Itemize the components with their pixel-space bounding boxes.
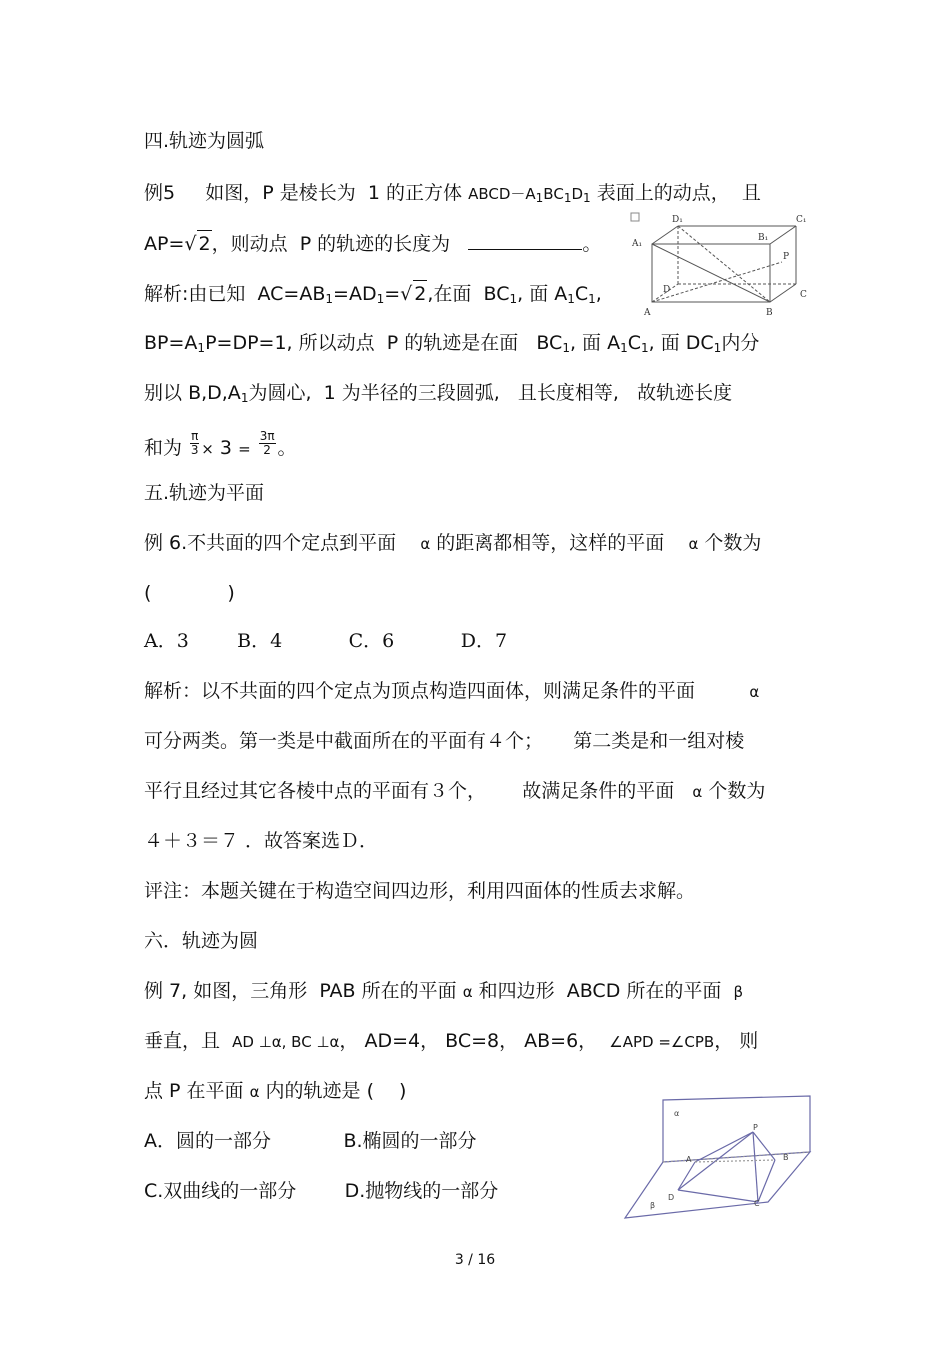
ex6-option-b: B．4 [237,630,283,652]
ex6-solution-line3: 平行且经过其它各棱中点的平面有３个， 故满足条件的平面 α 个数为 [144,780,766,802]
label-P: P [783,252,790,262]
ex5-solution-line1: 解析:由已知 $AC=AB_1=AD_1=√$ 2,在面 $BC_1$, 面 $A_1C_1$, [144,280,602,312]
ex6-solution-line2: 可分两类。第一类是中截面所在的平面有４个； 第二类是和一组对棱 [144,730,745,752]
ex7-options-row2 [144,1178,498,1204]
fraction-3pi-over-2: $\frac{3\pi}{2}$ [259,429,275,457]
ex6-option-d: D．7 [460,630,508,652]
answer-blank [468,231,582,250]
ex7-line2: 垂直，且 AD ⊥α, BC ⊥α， AD=4， BC=8， AB=6， ∠APD =∠CPB， 则 [144,1030,759,1052]
label-beta: β [650,1201,656,1210]
planes-figure [620,1092,820,1224]
label-C1: C₁ [796,215,807,225]
ex7-option-b: B.椭圆的一部分 [343,1130,477,1152]
label-B: B [783,1153,789,1162]
label-D: D [668,1193,675,1202]
ex6-answer: ４＋３＝７ ．故答案选Ｄ． [144,830,379,852]
label-A1: A₁ [632,239,643,249]
cube-figure [630,212,812,318]
page-number: 3 / 16 [454,1252,496,1268]
ex6-options [144,628,507,654]
label-A: A [686,1155,692,1164]
label-B1: B₁ [758,233,769,243]
ex7-option-c: C.双曲线的一部分 [144,1180,297,1202]
ex6-note: 评注：本题关键在于构造空间四边形，利用四面体的性质去求解。 [144,880,696,902]
ex5-solution-line4: 和为 $\frac{\pi}{3}$ × 3 = $\frac{3\pi}{2}$ 。 [144,429,297,459]
ex7-line1: 例 7, 如图，三角形 PAB 所在的平面 α 和四边形 ABCD 所在的平面 β [144,980,744,1002]
ex7-line3: 点 P 在平面 α 内的轨迹是 ( ) [144,1080,407,1102]
ex7-options-row1 [144,1128,477,1154]
label-A: A [644,308,651,318]
fraction-pi-over-3: $\frac{\pi}{3}$ [190,429,199,457]
ex5-line1: 例5 如图，P 是棱长为 1 的正方体 $ABCD-A_1BC_1D_1$ 表面上的动点， 且 [144,182,761,205]
ex7-option-a: A．圆的一部分 [144,1130,271,1152]
section6-heading: 六．轨迹为圆 [144,930,259,952]
ex6-option-a: A．3 [144,630,189,652]
label-alpha: α [674,1109,680,1118]
label-D1: D₁ [672,215,683,225]
label-C: C [800,290,807,300]
ex6-option-c: C．6 [348,630,395,652]
section4-heading: 四.轨迹为圆弧 [144,130,265,152]
label-C: C [754,1199,760,1208]
label-D: D [663,285,671,295]
ex6-paren: ( ) [144,582,235,604]
ex5-solution-line3: 别以 $B,D,A_1$为圆心, 1 为半径的三段圆弧, 且长度相等, 故轨迹长度 [144,382,733,405]
label-P: P [753,1123,758,1132]
section5-heading: 五.轨迹为平面 [144,482,265,504]
label-B: B [766,308,773,318]
ex7-option-d: D.抛物线的一部分 [344,1180,499,1202]
ex5-solution-line2: $BP=A_1P=DP=1$, 所以动点 P 的轨迹是在面 $BC_1$, 面 $A_1C_1$, 面 $DC_1$内分 [144,332,760,355]
ex6-solution-line1: 解析：以不共面的四个定点为顶点构造四面体，则满足条件的平面 α [144,680,760,702]
ex6-line1: 例 6.不共面的四个定点到平面 α 的距离都相等，这样的平面 α 个数为 [144,532,762,554]
ex5-line2: AP=√ 2，则动点 P 的轨迹的长度为 。 [144,230,601,257]
